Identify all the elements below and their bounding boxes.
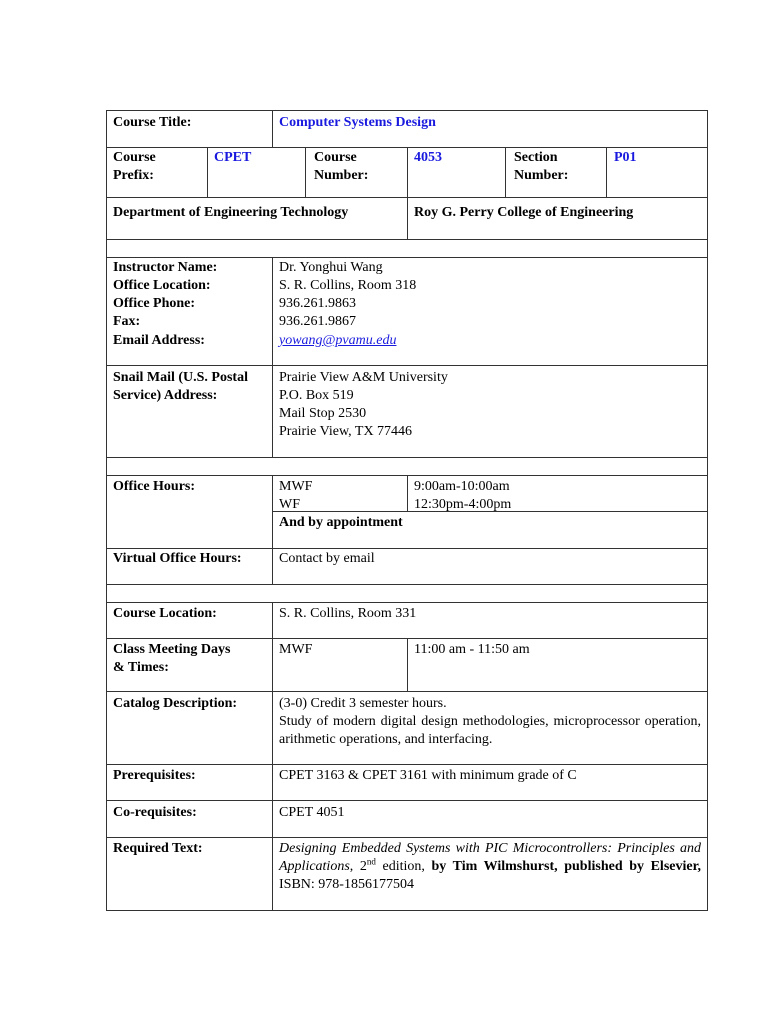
office-hours-day: WF — [279, 497, 300, 512]
fax-value: 936.261.9867 — [279, 314, 356, 329]
snail-mail-label-line2: Service) Address: — [113, 388, 218, 403]
office-hours-day: MWF — [279, 479, 313, 494]
office-phone-label: Office Phone: — [113, 296, 196, 311]
prerequisites-label: Prerequisites: — [113, 768, 196, 783]
book-author-publisher: by Tim Wilmshurst, published by Elsevier, — [431, 859, 702, 874]
mail-address-line: Mail Stop 2530 — [279, 406, 367, 421]
meeting-days-value: MWF — [279, 642, 313, 657]
required-text-label: Required Text: — [113, 841, 203, 856]
course-number-label-line1: Course — [314, 150, 357, 165]
office-hours-label: Office Hours: — [113, 479, 196, 494]
section-number-label-line1: Section — [514, 150, 558, 165]
meeting-times-value: 11:00 am - 11:50 am — [414, 642, 530, 657]
catalog-description-label: Catalog Description: — [113, 696, 238, 711]
course-location-label: Course Location: — [113, 606, 217, 621]
edition-superscript: nd — [366, 856, 376, 867]
course-prefix-value: CPET — [214, 150, 252, 165]
email-link[interactable]: yowang@pvamu.edu — [279, 333, 397, 348]
instructor-name-value: Dr. Yonghui Wang — [279, 260, 383, 275]
office-hours-time: 12:30pm-4:00pm — [414, 497, 512, 512]
course-number-label-line2: Number: — [314, 168, 369, 183]
course-prefix-label-line2: Prefix: — [113, 168, 154, 183]
book-title: Designing Embedded Systems with PIC Microcontrollers: Principles and Applications — [279, 841, 701, 874]
required-text-value — [279, 840, 701, 894]
section-number-value: P01 — [614, 150, 637, 165]
meeting-label-line1: Class Meeting Days — [113, 642, 231, 657]
prerequisites-value: CPET 3163 & CPET 3161 with minimum grade of C — [279, 768, 577, 783]
college-name: Roy G. Perry College of Engineering — [414, 205, 634, 220]
course-location-value: S. R. Collins, Room 331 — [279, 606, 417, 621]
edition-text: edition, — [375, 859, 432, 874]
course-prefix-label-line1: Course — [113, 150, 156, 165]
instructor-name-label: Instructor Name: — [113, 260, 218, 275]
mail-address-line: P.O. Box 519 — [279, 388, 354, 403]
course-title-label: Course Title: — [113, 115, 192, 130]
email-address-label: Email Address: — [113, 333, 205, 348]
fax-label: Fax: — [113, 314, 141, 329]
section-number-label-line2: Number: — [514, 168, 569, 183]
appointment-note: And by appointment — [279, 515, 403, 530]
office-location-value: S. R. Collins, Room 318 — [279, 278, 417, 293]
virtual-office-hours-value: Contact by email — [279, 551, 375, 566]
corequisites-label: Co-requisites: — [113, 805, 197, 820]
mail-address-line: Prairie View, TX 77446 — [279, 424, 413, 439]
virtual-office-hours-label: Virtual Office Hours: — [113, 551, 242, 566]
office-hours-time: 9:00am-10:00am — [414, 479, 510, 494]
department-name: Department of Engineering Technology — [113, 205, 349, 220]
catalog-description-text: Study of modern digital design methodologies, microprocessor operation, arithmetic operations, and interfacing. — [279, 714, 701, 747]
office-location-label: Office Location: — [113, 278, 211, 293]
course-title-value: Computer Systems Design — [279, 115, 436, 130]
meeting-label-line2: & Times: — [113, 660, 169, 675]
mail-address-line: Prairie View A&M University — [279, 370, 448, 385]
course-number-value: 4053 — [414, 150, 442, 165]
office-phone-value: 936.261.9863 — [279, 296, 356, 311]
edition-separator: , 2 — [349, 859, 367, 874]
catalog-credit: (3-0) Credit 3 semester hours. — [279, 696, 447, 711]
snail-mail-label-line1: Snail Mail (U.S. Postal — [113, 370, 248, 385]
corequisites-value: CPET 4051 — [279, 805, 345, 820]
book-isbn: ISBN: 978-1856177504 — [279, 877, 414, 892]
